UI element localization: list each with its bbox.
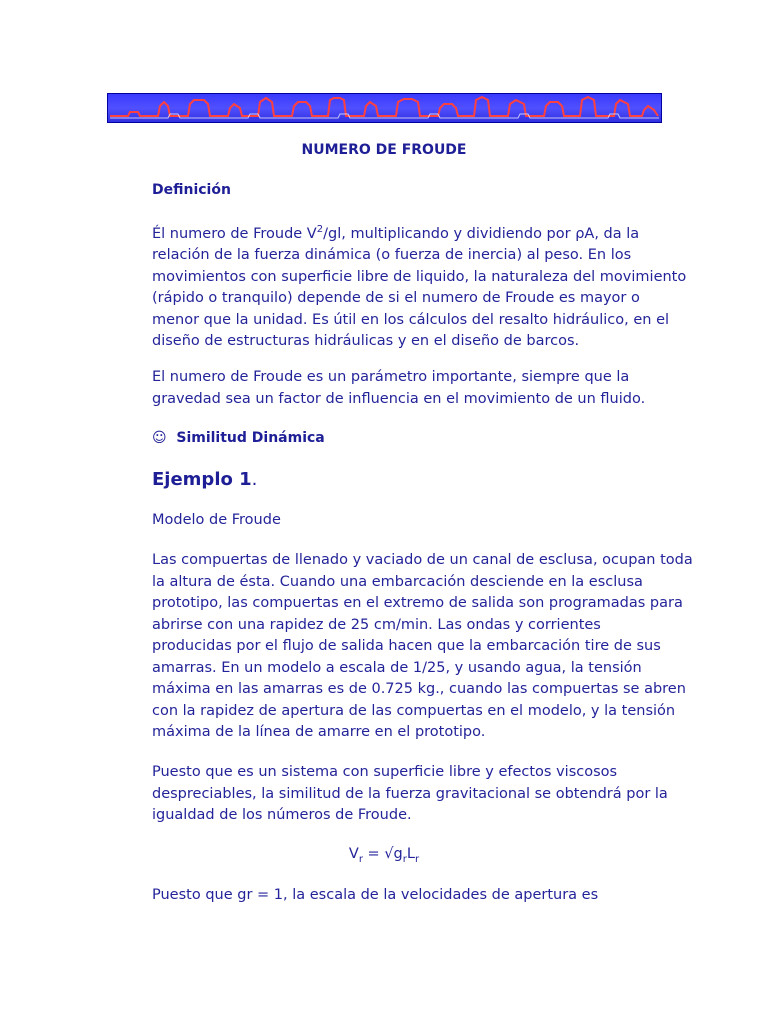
text-line: gravedad sea un factor de influencia en el movimiento de un fluido.: [152, 390, 646, 407]
definicion-paragraph-1: [152, 219, 687, 353]
text-line: amarras. En un modelo a escala de 1/25, y usando agua, la tensión: [152, 659, 642, 676]
ejemplo-paragraph-1: [152, 550, 693, 744]
ejemplo-subtitle: Modelo de Froude: [152, 512, 281, 528]
text-line: abrirse con una rapidez de 25 cm/min. Las ondas y corrientes: [152, 616, 601, 633]
text-line: (rápido o tranquilo) depende de si el numero de Froude es mayor o: [152, 290, 640, 307]
page-title: NUMERO DE FROUDE: [301, 142, 467, 158]
text-line: Las compuertas de llenado y vaciado de un canal de esclusa, ocupan toda: [152, 552, 693, 568]
ejemplo-paragraph-2: [152, 762, 668, 827]
smiley-icon: ☺: [152, 430, 167, 446]
text-line: con la rapidez de apertura de las compuertas en el modelo, y la tensión: [152, 702, 676, 719]
text-line: la altura de ésta. Cuando una embarcación desciende en la esclusa: [152, 573, 643, 590]
text-line: relación de la fuerza dinámica (o fuerza de inercia) al peso. En los: [152, 247, 632, 264]
definicion-heading: Definición: [152, 182, 231, 198]
text-line: diseño de estructuras hidráulicas y en el diseño de barcos.: [152, 333, 580, 350]
text-line: producidas por el flujo de salida hacen que la embarcación tire de sus: [152, 638, 661, 654]
definicion-paragraph-2: [152, 367, 652, 410]
skyline-ornament: [108, 94, 661, 122]
text-line: máxima de la línea de amarre en el prototipo.: [152, 724, 486, 740]
text-line: despreciables, la similitud de la fuerza gravitacional se obtendrá por la: [152, 785, 668, 802]
text-line: prototipo, las compuertas en el extremo de salida son programadas para: [152, 595, 683, 611]
froude-formula: $V_r = √g_rL_r$: [348, 846, 420, 865]
text-line: El numero de Froude es un parámetro importante, siempre que la: [152, 369, 630, 385]
text-line: igualdad de los números de Froude.: [152, 807, 412, 823]
similitud-label: Similitud Dinámica: [176, 430, 325, 446]
text-line: máxima en las amarras es de 0.725 kg., cuando las compuertas se abren: [152, 681, 686, 697]
text-line: Él numero de Froude $V^2/gl$, multiplicando y dividiendo por ρA, da la: [152, 224, 640, 242]
text-line: Puesto que es un sistema con superficie libre y efectos viscosos: [152, 764, 618, 780]
ejemplo-heading: Ejemplo 1.: [152, 469, 258, 490]
text-line: movimientos con superficie libre de liquido, la naturaleza del movimiento: [152, 268, 687, 285]
text-line: menor que la unidad. Es útil en los cálculos del resalto hidráulico, en el: [152, 311, 670, 328]
similitud-dinamica-link[interactable]: [152, 430, 325, 446]
decorative-banner: [107, 93, 662, 123]
ejemplo-paragraph-3: Puesto que gr = 1, la escala de la velocidades de apertura es: [152, 887, 599, 903]
